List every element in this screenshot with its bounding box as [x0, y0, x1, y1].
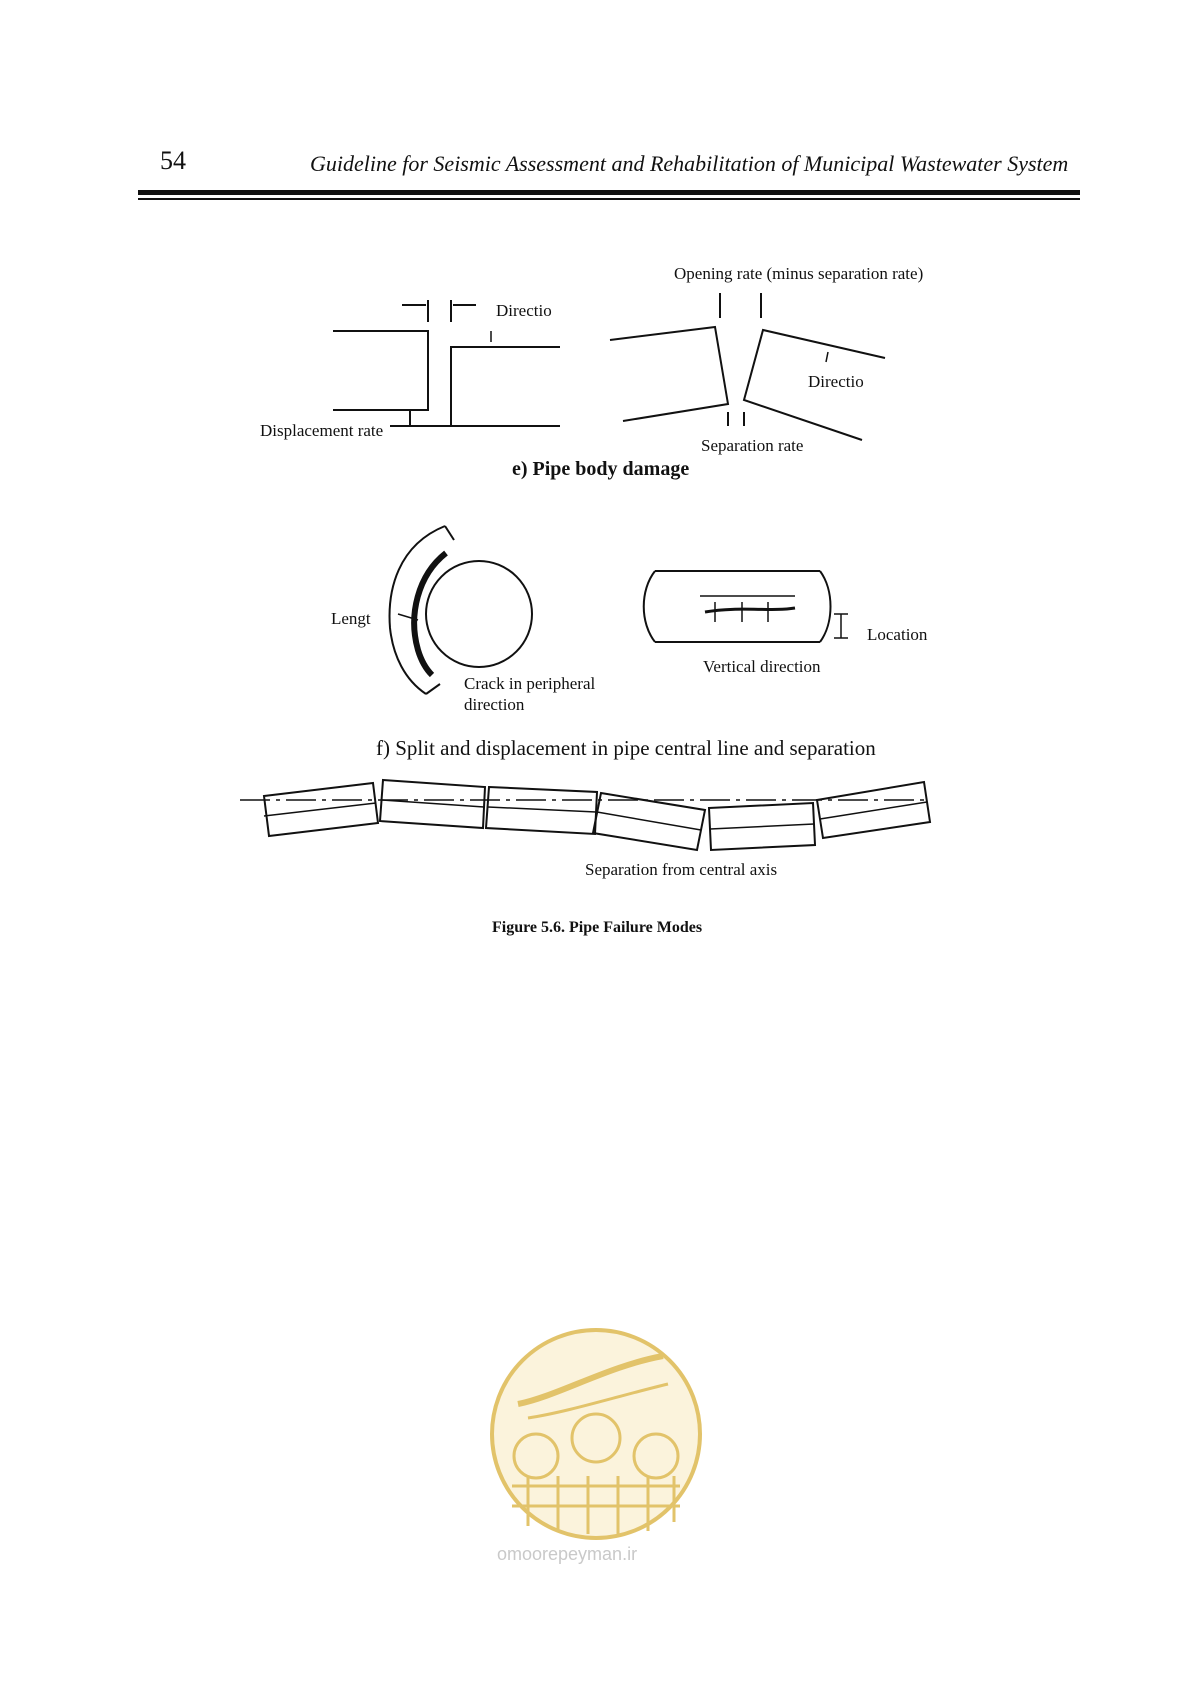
label-displacement-rate: Displacement rate [260, 421, 384, 440]
label-vertical-direction: Vertical direction [703, 657, 821, 676]
page-number: 54 [160, 146, 186, 175]
label-location: Location [867, 625, 928, 644]
watermark-url: omoorepeyman.ir [497, 1544, 638, 1564]
label-separation-rate: Separation rate [701, 436, 804, 455]
figure-caption: Figure 5.6. Pipe Failure Modes [492, 919, 703, 936]
bent-pipeline-drawing [240, 780, 930, 850]
watermark-logo [488, 1326, 704, 1542]
caption-f: f) Split and displacement in pipe central line and separation [376, 736, 876, 760]
caption-e: e) Pipe body damage [512, 458, 690, 480]
label-separation-axis: Separation from central axis [585, 860, 778, 879]
label-length: Lengt [331, 609, 371, 628]
label-direction-right: Directio [808, 372, 864, 391]
peripheral-crack-drawing [390, 526, 532, 694]
running-title: Guideline for Seismic Assessment and Rehabilitation of Municipal Wastewater System [310, 151, 1069, 176]
label-opening-rate: Opening rate (minus separation rate) [674, 264, 924, 283]
pipe-opening-drawing [610, 293, 885, 440]
longitudinal-crack-drawing [644, 571, 848, 642]
label-direction-left: Directio [496, 301, 552, 320]
label-crack-line2: direction [464, 695, 525, 714]
label-crack-line1: Crack in peripheral [464, 674, 596, 693]
